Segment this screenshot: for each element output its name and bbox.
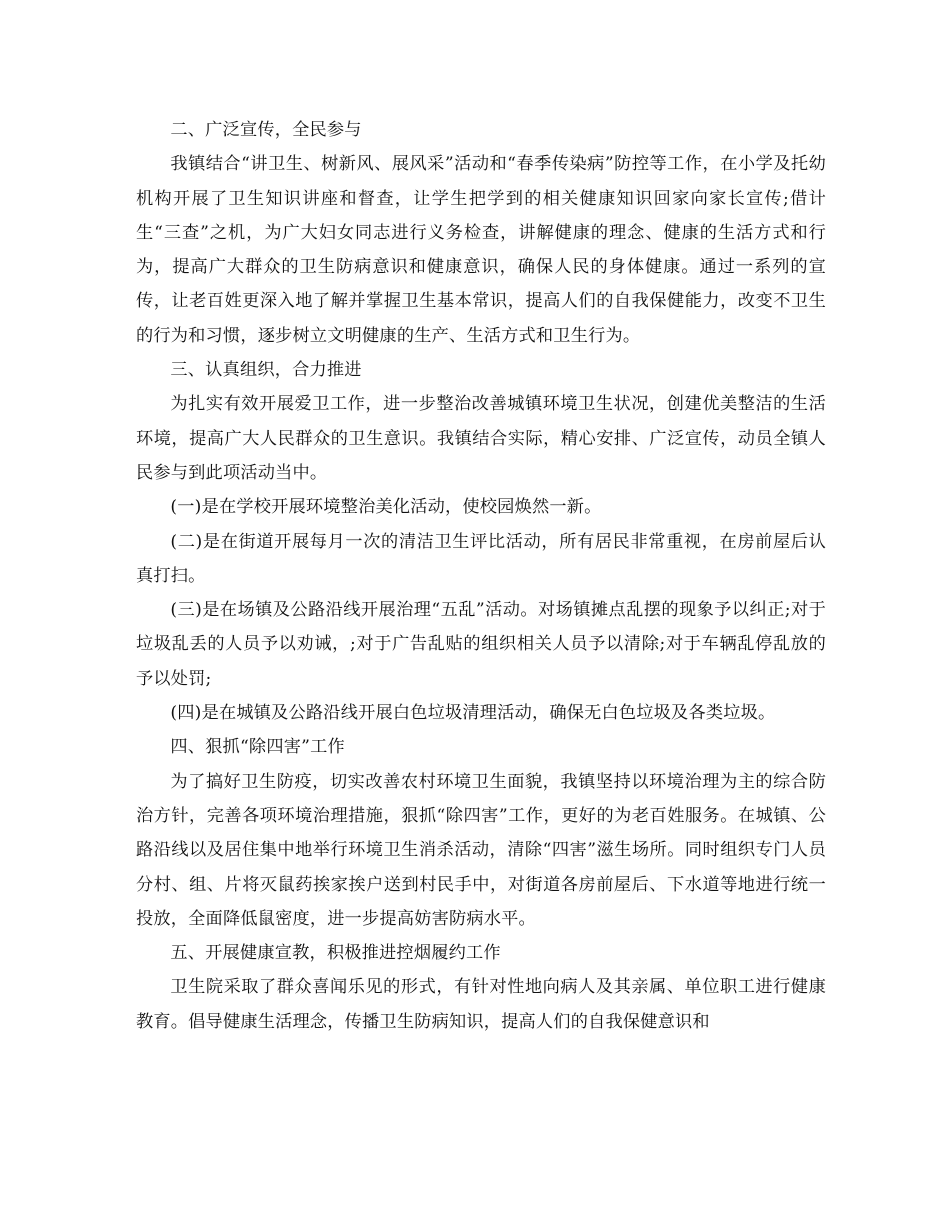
section-heading-4: 四、狠抓“除四害”工作	[170, 737, 345, 758]
paragraph: 为扎实有效开展爱卫工作，进一步整治改善城镇环境卫生状况，创建优美整洁的生活环境，提高广大人民群众的卫生意识。我镇结合实际，精心安排、广泛宣传，动员全镇人民参与到此项活动当中。	[136, 394, 826, 483]
list-item-3: (三)是在场镇及公路沿线开展治理“五乱”活动。对场镇摊点乱摆的现象予以纠正;对于垃圾乱丢的人员予以劝诫，;对于广告乱贴的组织相关人员予以清除;对于车辆乱停乱放的予以处罚;	[136, 600, 826, 689]
list-item-4: (四)是在城镇及公路沿线开展白色垃圾清理活动，确保无白色垃圾及各类垃圾。	[170, 703, 776, 724]
section-heading-3: 三、认真组织，合力推进	[170, 360, 362, 381]
document-body	[136, 113, 826, 1039]
paragraph: 我镇结合“讲卫生、树新风、展风采”活动和“春季传染病”防控等工作，在小学及托幼机构开展了卫生知识讲座和督查，让学生把学到的相关健康知识回家向家长宣传;借计生“三查”之机，为广大妇女同志进行义务检查，讲解健康的理念、健康的生活方式和行为，提高广大群众的卫生防病意识和健康意识，确保人民的身体健康。通过一系列的宣传，让老百姓更深入地了解并掌握卫生基本常识，提高人们的自我保健能力，改变不卫生的行为和习惯，逐步树立文明健康的生产、生活方式和卫生行为。	[136, 154, 826, 346]
paragraph: 为了搞好卫生防疫，切实改善农村环境卫生面貌，我镇坚持以环境治理为主的综合防治方针，完善各项环境治理措施，狠抓“除四害”工作，更好的为老百姓服务。在城镇、公路沿线以及居住集中地举行环境卫生消杀活动，清除“四害”滋生场所。同时组织专门人员分村、组、片将灭鼠药挨家挨户送到村民手中，对街道各房前屋后、下水道等地进行统一投放，全面降低鼠密度，进一步提高妨害防病水平。	[136, 771, 826, 929]
section-heading-5: 五、开展健康宣教，积极推进控烟履约工作	[170, 943, 501, 964]
list-item-2: (二)是在街道开展每月一次的清洁卫生评比活动，所有居民非常重视，在房前屋后认真打扫。	[136, 531, 826, 586]
list-item-1: (一)是在学校开展环境整治美化活动，使校园焕然一新。	[170, 497, 602, 518]
paragraph: 卫生院采取了群众喜闻乐见的形式，有针对性地向病人及其亲属、单位职工进行健康教育。倡导健康生活理念，传播卫生防病知识，提高人们的自我保健意识和	[136, 977, 826, 1032]
section-heading-2: 二、广泛宣传，全民参与	[170, 120, 362, 140]
